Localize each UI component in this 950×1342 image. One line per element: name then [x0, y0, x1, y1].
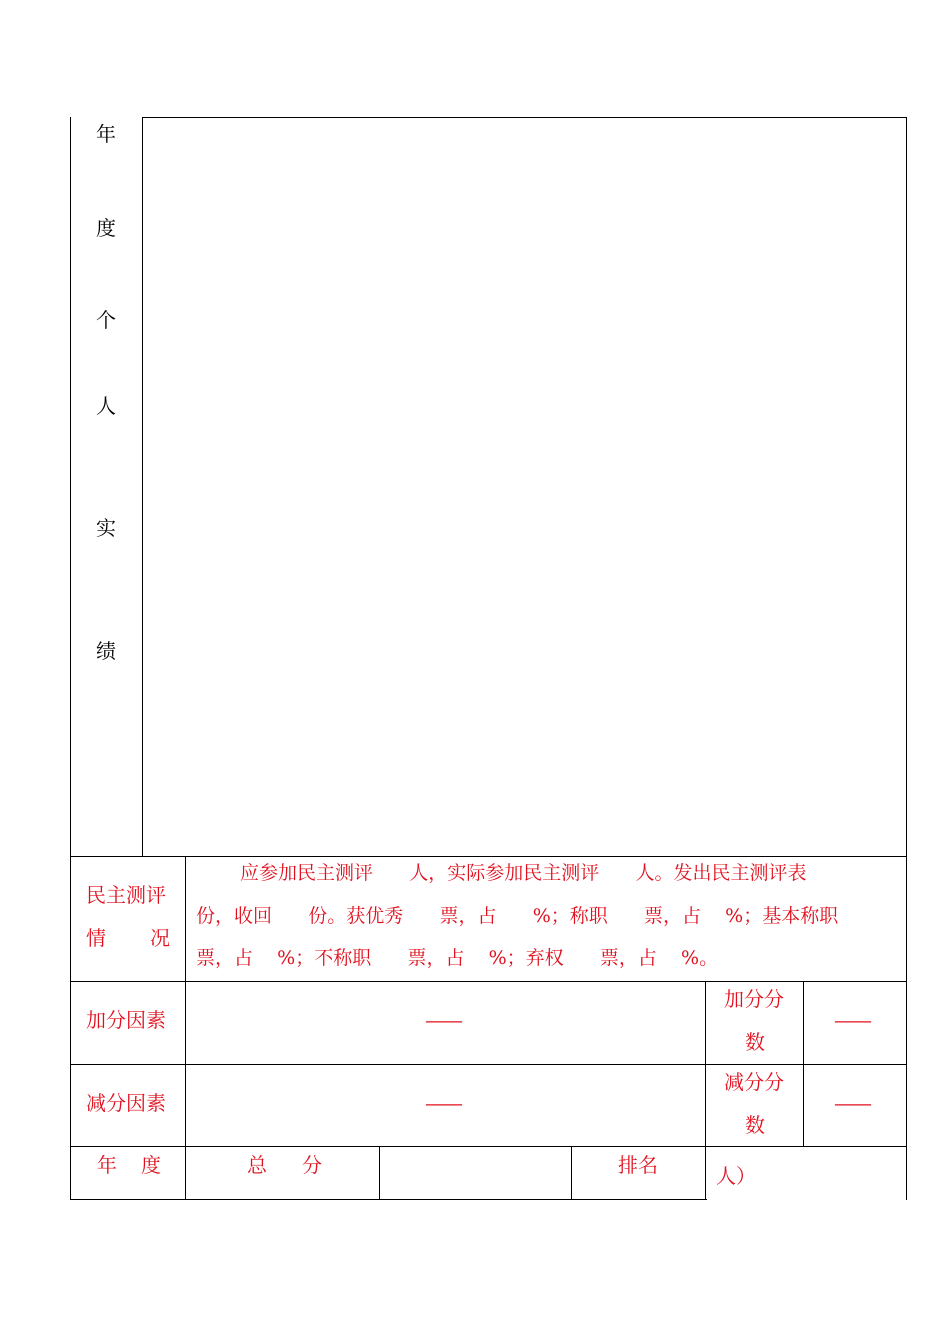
rule-3 [70, 1064, 907, 1065]
democratic-evaluation-label-situation: 情 [86, 926, 106, 950]
rule-bottom [70, 1199, 707, 1200]
evaluation-line: 应参加民主测评 人，实际参加民主测评 人。发出民主测评表 [240, 862, 807, 884]
label-char: 人 [96, 394, 116, 418]
total-score-label: 分 [302, 1153, 322, 1177]
border-right [906, 117, 907, 1200]
deduction-score-label: 数 [745, 1113, 765, 1137]
rank-suffix: 人） [716, 1164, 756, 1188]
label-char: 个 [96, 308, 116, 332]
label-char: 实 [96, 516, 116, 540]
total-score-field[interactable] [380, 1147, 571, 1199]
border-left [70, 117, 71, 1200]
deduction-factor-label: 减分因素 [86, 1091, 166, 1115]
deduction-factor-value[interactable]: —— [425, 1091, 461, 1115]
rank-label: 排名 [618, 1153, 658, 1177]
bonus-score-value[interactable]: —— [834, 1008, 870, 1032]
democratic-evaluation-label-situation: 况 [150, 926, 170, 950]
evaluation-line: 票，占 %；不称职 票，占 %；弃权 票，占 %。 [196, 947, 719, 969]
label-char: 年 [96, 122, 116, 146]
rule-2 [70, 981, 907, 982]
annual-label: 度 [141, 1153, 161, 1177]
democratic-evaluation-label: 民主测评 [86, 883, 166, 907]
bonus-score-label: 加分分 [724, 987, 784, 1011]
label-char: 绩 [96, 639, 116, 663]
divider-score-left [705, 981, 706, 1200]
total-score-label: 总 [247, 1153, 267, 1177]
bonus-factor-label: 加分因素 [86, 1008, 166, 1032]
achievement-content-area[interactable] [143, 118, 906, 856]
evaluation-line: 份，收回 份。获优秀 票，占 %；称职 票，占 %；基本称职 [196, 905, 839, 927]
divider-rank [571, 1146, 572, 1200]
divider-label-col [185, 856, 186, 1200]
deduction-score-value[interactable]: —— [834, 1091, 870, 1115]
label-char: 度 [96, 216, 116, 240]
bonus-factor-value[interactable]: —— [425, 1008, 461, 1032]
deduction-score-label: 减分分 [724, 1070, 784, 1094]
rule-1 [70, 856, 907, 857]
divider-score-right [803, 981, 804, 1147]
bonus-score-label: 数 [745, 1030, 765, 1054]
annual-label: 年 [97, 1153, 117, 1177]
